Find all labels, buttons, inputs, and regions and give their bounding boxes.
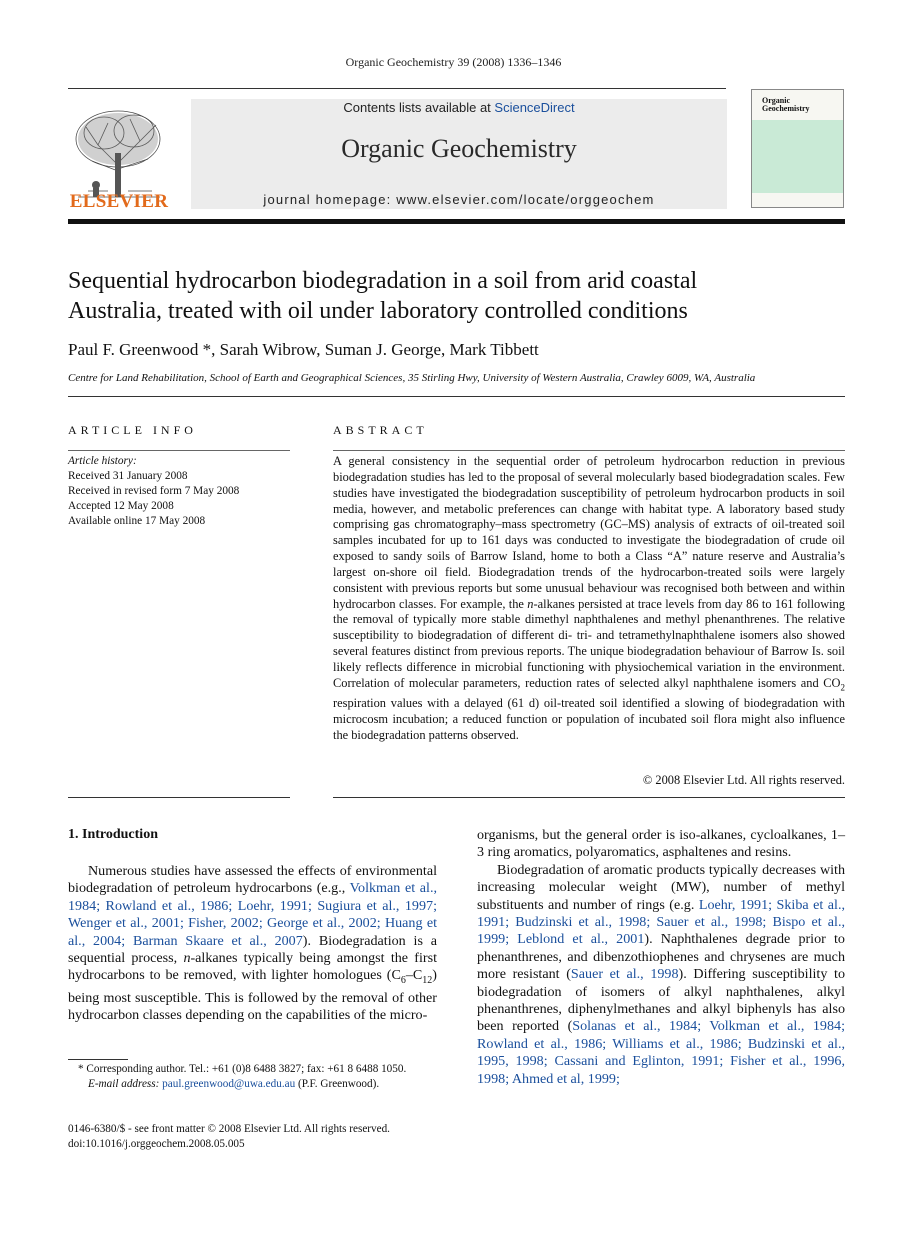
intro-p1-sub-12: 12 [422,975,433,987]
corresponding-author-note: * Corresponding author. Tel.: +61 (0)8 6488 3827; fax: +61 8 6488 1050. [78,1063,407,1075]
article-title [68,266,848,326]
article-history [68,454,308,529]
history-online: Available online 17 May 2008 [68,515,206,527]
intro-paragraph-2 [477,862,845,1088]
body-column-right [477,827,845,1088]
article-title-line-1: Sequential hydrocarbon biodegradation in a soil from arid coastal [68,268,698,294]
history-received: Received 31 January 2008 [68,470,188,482]
abstract-copyright: © 2008 Elsevier Ltd. All rights reserved. [642,773,845,787]
journal-reference: Organic Geochemistry 39 (2008) 1336–1346 [345,55,562,69]
cover-title: Organic Geochemistry [762,96,810,113]
intro-p1-dash: –C [405,967,423,984]
doi-line[interactable]: doi:10.1016/j.orggeochem.2008.05.005 [68,1138,245,1150]
article-info-heading: ARTICLE INFO [68,423,197,437]
footnote [68,1062,437,1092]
article-title-line-2: Australia, treated with oil under laboratory controlled conditions [68,298,688,324]
history-revised: Received in revised form 7 May 2008 [68,485,240,497]
history-label: Article history: [68,455,137,467]
cover-bottom-band [752,193,843,207]
email-note [68,1077,437,1092]
section-heading-introduction: 1. Introduction [68,827,158,842]
email-suffix: (P.F. Greenwood). [295,1078,380,1090]
abstract-body [333,454,845,744]
abstract-heading: ABSTRACT [333,423,428,437]
history-accepted: Accepted 12 May 2008 [68,500,174,512]
sciencedirect-link[interactable]: ScienceDirect [494,100,575,115]
intro-p1-citations[interactable]: Volkman et al., 1984; Rowland et al., 1986; Loehr, 1991; Sugiura et al., 1997; Wenger et al., 2001; Fisher, 2002; George et al., 2002; Huang et al., 2004; Barman Skaare et al., 2007 [68,880,437,949]
email-label: E-mail address: [88,1078,163,1090]
article-info-bottom-rule [68,797,290,798]
intro-p2-citations-3[interactable]: Solanas et al., 1984; Volkman et al., 1984; Rowland et al., 1986; Williams et al., 1986; Budzinski et al., 1995, 1998; Cassani and Eglinton, 1991; Fisher et al., 1996, 1998; Ahmed et al, 1999; [477,1018,845,1087]
footnote-rule [68,1059,128,1060]
article-info-rule [68,450,290,451]
divider-rule [68,396,845,397]
author-list: Paul F. Greenwood *, Sarah Wibrow, Suman J. George, Mark Tibbett [68,340,539,359]
affiliation: Centre for Land Rehabilitation, School of Earth and Geographical Sciences, 35 Stirling Hwy, University of Western Australia, Crawley 6009, WA, Australia [68,372,756,384]
intro-p2-citations-2[interactable]: Sauer et al., 1998 [570,966,679,983]
contents-prefix: Contents lists available at [343,100,495,115]
abstract-italic-n: n [527,596,534,611]
intro-p1-text-d: ) being most susceptible. This is followed by the removal of other hydrocarbon classes depending on the capabilities of the micro- [68,967,437,1024]
intro-paragraph-1-continued: organisms, but the general order is iso-alkanes, cycloalkanes, 1–3 ring aromatics, polyaromatics, asphaltenes and resins. [477,827,845,861]
journal-homepage[interactable]: journal homepage: www.elsevier.com/locate/orggeochem [263,192,655,207]
contents-line [191,100,727,115]
issn-line: 0146-6380/$ - see front matter © 2008 Elsevier Ltd. All rights reserved. [68,1123,390,1135]
header-thick-rule [68,219,845,224]
abstract-subscript: 2 [840,682,845,693]
journal-cover-thumbnail [751,89,844,208]
front-matter [68,1122,448,1152]
abstract-rule [333,450,845,451]
intro-p2-text-a: Biodegradation of aromatic products typically decreases with increasing molecular weight (MW), number of methyl substituents and number of rings (e.g. [477,861,845,913]
abstract-bottom-rule [333,797,845,798]
intro-p2-text-b: ). Naphthalenes degrade prior to phenanthrenes, and dibenzothiophenes and chrysenes are much more resistant ( [477,931,845,983]
intro-p1-italic-n: n [183,950,191,967]
journal-title: Organic Geochemistry [341,134,577,163]
header-top-rule [68,88,726,89]
abstract-part-c: respiration values with a delayed (61 d) oil-treated soil identified a slowing of biodegradation with microcosm incubation; a reduced function or population of incubated soil flora might also influence the biodegradation patterns observed. [333,696,845,742]
abstract-part-a: A general consistency in the sequential order of petroleum hydrocarbon reduction in previous biodegradation studies has led to the proposal of several molecularly based biodegradation scales. Few studies have investigated the biodegradation susceptibility of petroleum hydrocarbon products in soil media, however, and metabolic preferences can change with habitat type. A laboratory based study comprising gas chromatography–mass spectrometry (GC–MS) analysis of extracts of oil-treated soil samples incubated for up to 161 days was conducted to investigate the biodegradation of crude oil exposed to sandy soils of Barrow Island, home to both a Class “A” nature reserve and Australia’s largest on-shore oil field. Biodegradation trends of the hydrocarbon-treated soils were largely consistent with previous reports but some unusual behaviour was recognised both between and within hydrocarbon classes. For example, the [333,454,845,611]
intro-p1-sub-6: 6 [400,975,406,987]
intro-p1-text-b: ). Biodegradation is a sequential process, [68,932,437,967]
author-email-link[interactable]: paul.greenwood@uwa.edu.au [162,1078,296,1090]
intro-p1-text-c: -alkanes typically being amongst the first hydrocarbons to be removed, with lighter homologues (C [68,950,437,984]
publisher-name: ELSEVIER [69,191,169,212]
intro-p2-citations-1[interactable]: Loehr, 1991; Skiba et al., 1991; Budzinski et al., 1998; Sauer et al., 1998; Bispo et al., 1999; Leblond et al., 2001 [477,896,845,948]
body-column-left [68,863,437,1024]
intro-p2-text-c: ). Differing susceptibility to biodegradation of isomers of alkyl naphthalenes, alkyl phenanthrenes, diphenylmethanes and alkyl biphenyls has also been reported ( [477,966,845,1035]
intro-paragraph-1 [68,863,437,1024]
intro-p1-text-a: Numerous studies have assessed the effects of environmental biodegradation of petroleum hydrocarbons (e.g., [68,863,437,897]
abstract-part-b: -alkanes persisted at trace levels from day 86 to 161 following the removal of typically more stable dimethyl naphthalenes and methyl phenanthrenes. The relative susceptibility to biodegradation of different di- tri- and tetramethylnaphthalene isomers also showed several features distinct from previous reports. The unique biodegradation behaviour of Barrow Is. soil likely reflects difference in microbial functioning with physiochemical variation in the environment. Correlation of molecular parameters, reduction rates of selected alkyl naphthalene isomers and CO [333,596,845,690]
